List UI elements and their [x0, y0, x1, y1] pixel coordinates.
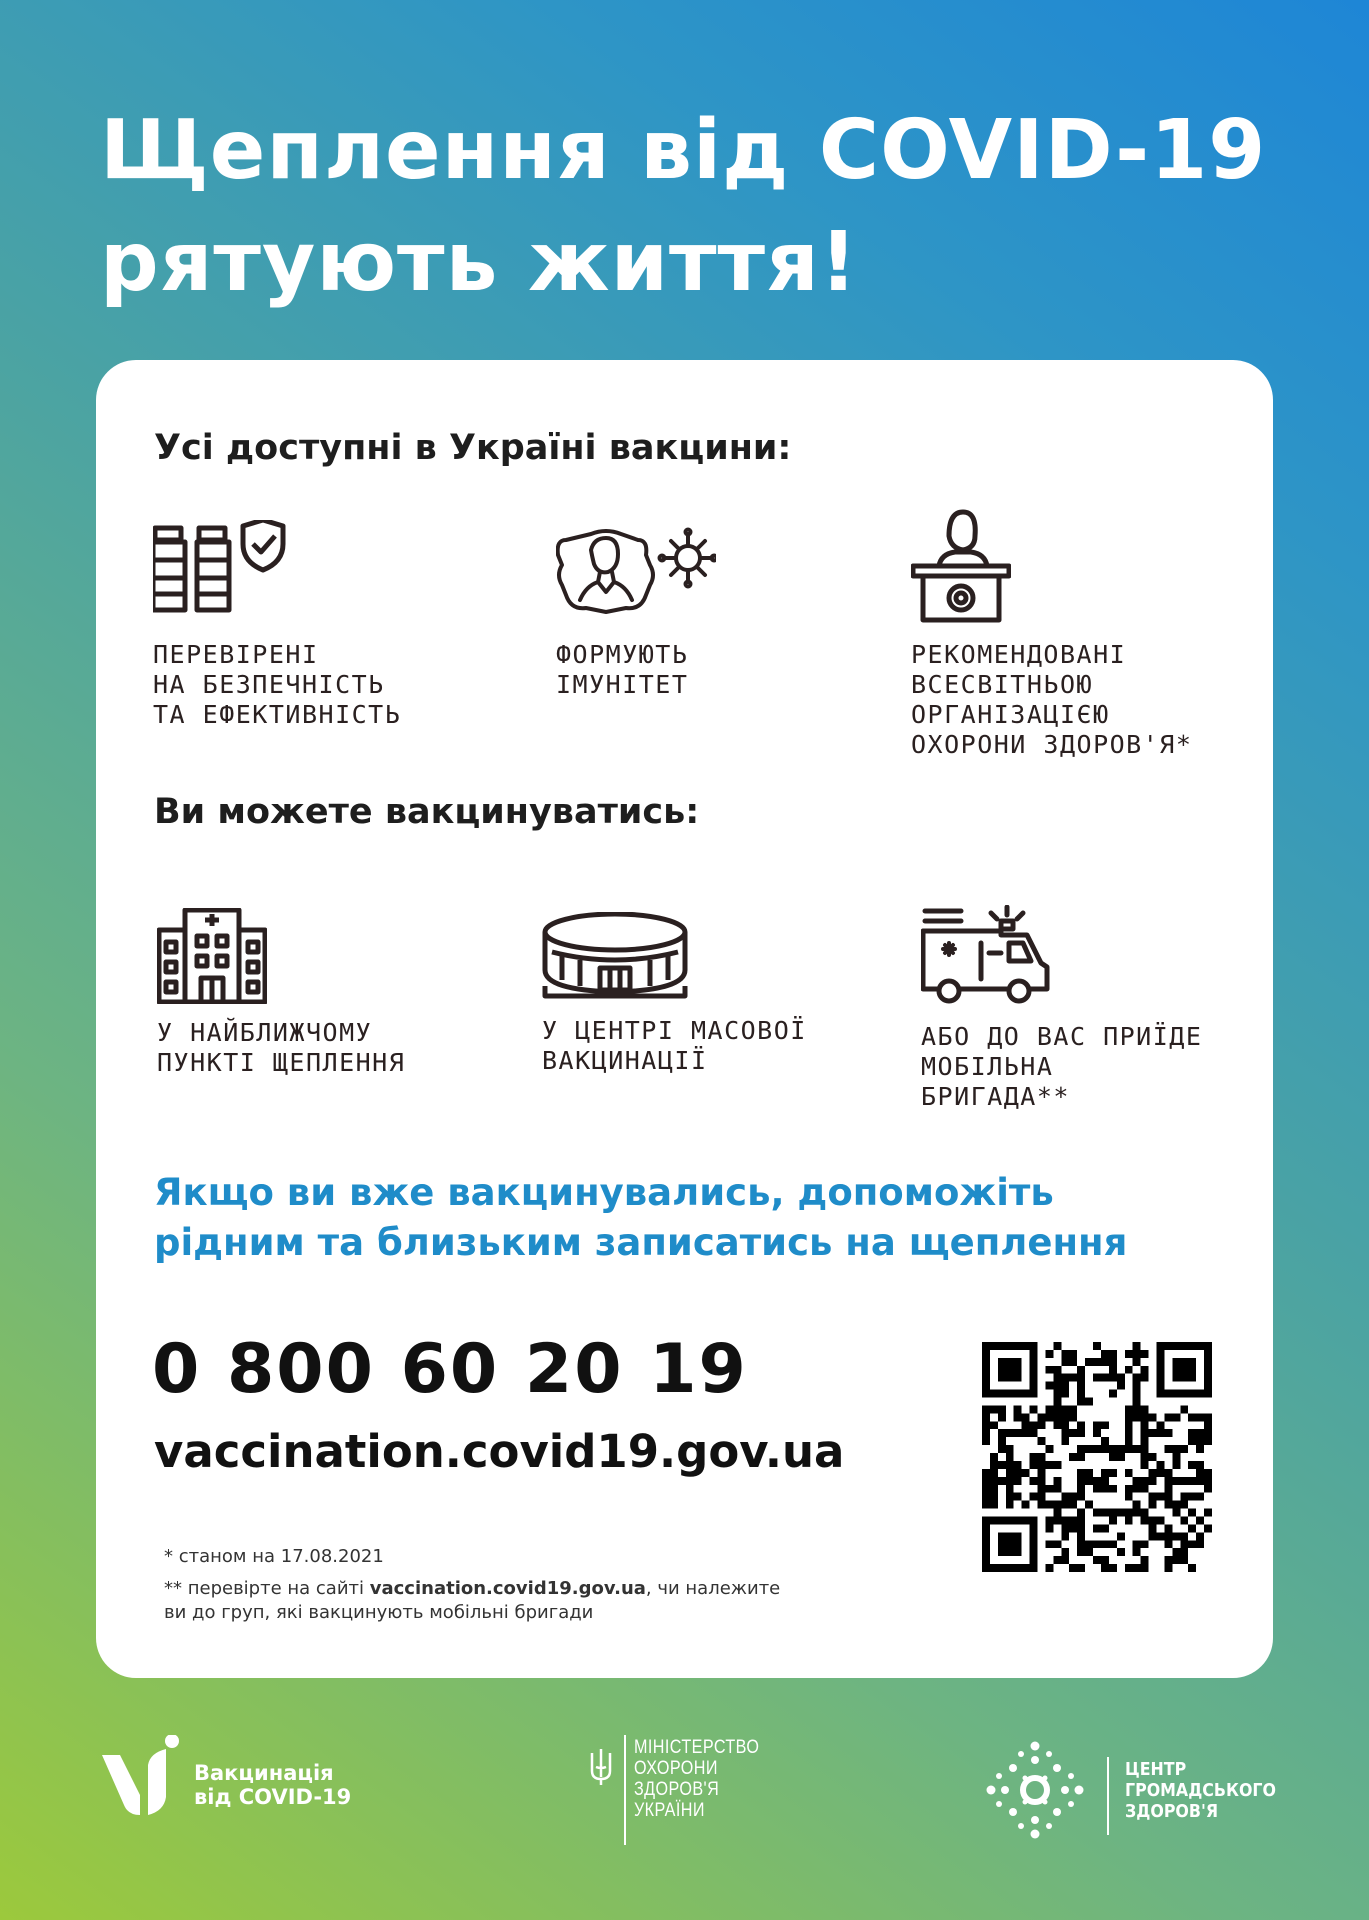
feature-immunity-label	[556, 640, 688, 700]
footnote-2-link[interactable]: vaccination.covid19.gov.ua	[369, 1578, 646, 1599]
footnote-1: * станом на 17.08.2021	[164, 1546, 384, 1567]
feature-tested-label	[153, 640, 401, 730]
logo-line: від COVID-19	[194, 1785, 352, 1809]
vaccine-vials-shield-icon	[153, 520, 293, 620]
phc-divider	[1107, 1757, 1109, 1835]
label-line: НА БЕЗПЕЧНІСТЬ	[153, 670, 385, 699]
logo-line: ГРОМАДСЬКОГО	[1125, 1780, 1276, 1801]
hotline-phone[interactable]: 0 800 60 20 19	[152, 1330, 748, 1409]
trident-icon	[588, 1747, 614, 1787]
phc-logo-text	[1125, 1759, 1276, 1822]
label-line: РЕКОМЕНДОВАНІ	[911, 640, 1127, 669]
cta-line-2: рідним та близьким записатись на щеплення	[154, 1221, 1128, 1264]
logo-line: ЗДОРОВ'Я	[1125, 1801, 1219, 1822]
headline-line-1: Щеплення від COVID-19	[100, 103, 1267, 198]
locations-section-title: Ви можете вакцинуватись:	[154, 792, 700, 832]
person-immunity-virus-icon	[556, 520, 716, 620]
footnote-2-line-2: ви до груп, які вакцинують мобільні бригади	[164, 1602, 594, 1623]
hospital-building-icon	[157, 908, 267, 1004]
label-line: ІМУНІТЕТ	[556, 670, 689, 699]
label-line: МОБІЛЬНА	[921, 1052, 1054, 1081]
label-line: ВАКЦИНАЦІЇ	[542, 1046, 708, 1075]
logo-line: ОХОРОНИ	[634, 1758, 718, 1779]
stadium-icon	[542, 912, 688, 1002]
ministry-divider	[624, 1735, 626, 1845]
ambulance-icon	[921, 905, 1051, 1005]
label-line: ПУНКТІ ЩЕПЛЕННЯ	[157, 1048, 406, 1077]
footnote-2-suffix: , чи належите	[645, 1578, 781, 1599]
logo-line: УКРАЇНИ	[634, 1800, 705, 1821]
vaccination-logo-text	[194, 1761, 351, 1809]
logo-line: Вакцинація	[194, 1761, 334, 1785]
website-link[interactable]: vaccination.covid19.gov.ua	[154, 1425, 845, 1478]
label-line: БРИГАДА**	[921, 1082, 1070, 1111]
label-line: ОРГАНІЗАЦІЄЮ	[911, 700, 1110, 729]
location-nearest-point-label	[157, 1018, 405, 1078]
label-line: ВСЕСВІТНЬОЮ	[911, 670, 1094, 699]
logo-line: ЦЕНТР	[1125, 1759, 1187, 1780]
label-line: ФОРМУЮТЬ	[556, 640, 689, 669]
qr-code[interactable]	[982, 1342, 1212, 1572]
who-speaker-podium-icon	[911, 508, 1011, 624]
cta-line-1: Якщо ви вже вакцинувались, допоможіть	[154, 1171, 1054, 1214]
logo-line: МІНІСТЕРСТВО	[634, 1737, 760, 1758]
info-card	[96, 360, 1273, 1678]
ministry-logo-text	[634, 1737, 759, 1821]
label-line: ПЕРЕВІРЕНІ	[153, 640, 319, 669]
feature-who-label	[911, 640, 1192, 760]
location-mass-center-label	[542, 1016, 807, 1076]
vaccination-v-logo-icon	[98, 1735, 182, 1819]
footnotes	[164, 1545, 780, 1625]
label-line: У ЦЕНТРІ МАСОВОЇ	[542, 1016, 807, 1045]
vaccines-section-title: Усі доступні в Україні вакцини:	[154, 428, 792, 468]
phc-dots-logo-icon	[985, 1740, 1085, 1840]
footnote-2-prefix: ** перевірте на сайті	[164, 1578, 370, 1599]
headline-line-2: рятують життя!	[100, 215, 859, 310]
logo-line: ЗДОРОВ'Я	[634, 1779, 720, 1800]
location-mobile-team-label	[921, 1022, 1202, 1112]
label-line: ОХОРОНИ ЗДОРОВ'Я*	[911, 730, 1193, 759]
headline	[100, 95, 1300, 319]
call-to-action	[154, 1168, 1127, 1268]
label-line: АБО ДО ВАС ПРИЇДЕ	[921, 1022, 1203, 1051]
label-line: ТА ЕФЕКТИВНІСТЬ	[153, 700, 402, 729]
label-line: У НАЙБЛИЖЧОМУ	[157, 1018, 373, 1047]
footnote-2	[164, 1577, 780, 1601]
